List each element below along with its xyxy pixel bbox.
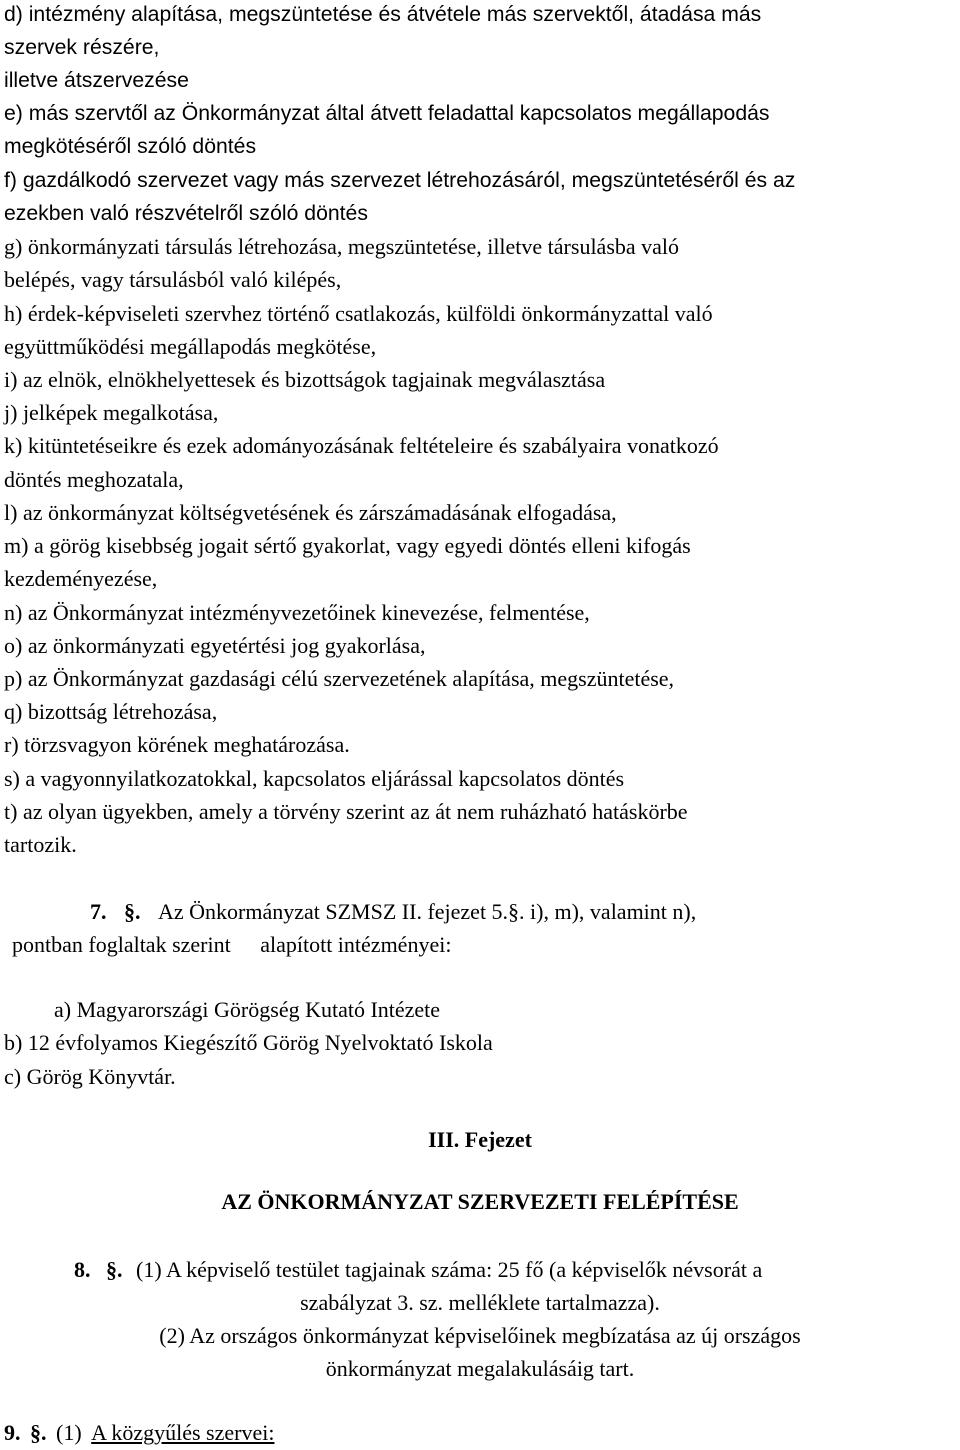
list-item: o) az önkormányzati egyetértési jog gyakorlása, [4,633,426,658]
section-number: 7. [90,899,107,924]
list-item: e) más szervtől az Önkormányzat által átvett feladattal kapcsolatos megállapodás [4,102,770,125]
section-text: (1) [56,1420,82,1445]
list-item: l) az önkormányzat költségvetésének és zárszámadásának elfogadása, [4,500,617,525]
list-item: döntés meghozatala, [4,467,184,492]
section-8-heading [74,1255,762,1285]
list-item: kezdeményezése, [4,566,158,591]
institution-item: a) Magyarországi Görögség Kutató Intézete [54,997,441,1022]
list-item: j) jelképek megalkotása, [4,400,219,425]
section-number: 9. [4,1420,21,1445]
section-mark: §. [106,1257,123,1282]
section-text: Az Önkormányzat SZMSZ II. fejezet 5.§. i), m), valamint n), [158,899,697,924]
list-item: d) intézmény alapítása, megszüntetése és átvétele más szervektől, átadása más [4,3,762,26]
institution-item: c) Görög Könyvtár. [4,1064,176,1089]
list-item: q) bizottság létrehozása, [4,699,218,724]
list-item: belépés, vagy társulásból való kilépés, [4,267,342,292]
list-item: együttműködési megállapodás megkötése, [4,334,377,359]
list-item: ezekben való részvételről szóló döntés [4,202,368,225]
chapter-title: AZ ÖNKORMÁNYZAT SZERVEZETI FELÉPÍTÉSE [221,1189,739,1214]
list-item: p) az Önkormányzat gazdasági célú szervezetének alapítása, megszüntetése, [4,666,675,691]
list-item: r) törzsvagyon körének meghatározása. [4,732,350,757]
list-item: i) az elnök, elnökhelyettesek és bizottságok tagjainak megválasztása [4,367,606,392]
section-7-heading [90,897,696,927]
section-mark: §. [124,899,141,924]
list-item: k) kitüntetéseikre és ezek adományozásának feltételeire és szabályaira vonatkozó [4,433,719,458]
list-item: szervek részére, [4,36,160,59]
section-7-line-2 [12,930,451,960]
list-item: f) gazdálkodó szervezet vagy más szervezet létrehozásáról, megszüntetéséről és az [4,169,796,192]
section-mark: §. [30,1420,47,1445]
section-text: A közgyűlés szervei: [91,1420,275,1445]
list-item: s) a vagyonnyilatkozatokkal, kapcsolatos eljárással kapcsolatos döntés [4,766,625,791]
list-item: h) érdek-képviseleti szervhez történő csatlakozás, külföldi önkormányzattal való [4,301,713,326]
section-number: 8. [74,1257,91,1282]
section-text: (2) Az országos önkormányzat képviselőinek megbízatása az új országos [159,1323,801,1348]
section-text: alapított intézményei: [260,932,452,957]
list-item: n) az Önkormányzat intézményvezetőinek kinevezése, felmentése, [4,600,590,625]
list-item: megkötéséről szóló döntés [4,135,257,158]
institution-item: b) 12 évfolyamos Kiegészítő Görög Nyelvoktató Iskola [4,1030,493,1055]
list-item: m) a görög kisebbség jogait sértő gyakorlat, vagy egyedi döntés elleni kifogás [4,533,691,558]
chapter-number: III. Fejezet [428,1127,532,1152]
list-item: illetve átszervezése [4,69,189,92]
section-text: önkormányzat megalakulásáig tart. [325,1356,635,1381]
list-item: tartozik. [4,832,77,857]
section-text: szabályzat 3. sz. melléklete tartalmazza). [300,1290,660,1315]
section-text: (1) A képviselő testület tagjainak száma: 25 fő (a képviselők névsorát a [136,1257,763,1282]
list-item: t) az olyan ügyekben, amely a törvény szerint az át nem ruházható hatáskörbe [4,799,688,824]
list-item: g) önkormányzati társulás létrehozása, megszüntetése, illetve társulásba való [4,234,680,259]
section-text: pontban foglaltak szerint [12,932,231,957]
section-9-heading [4,1418,274,1448]
